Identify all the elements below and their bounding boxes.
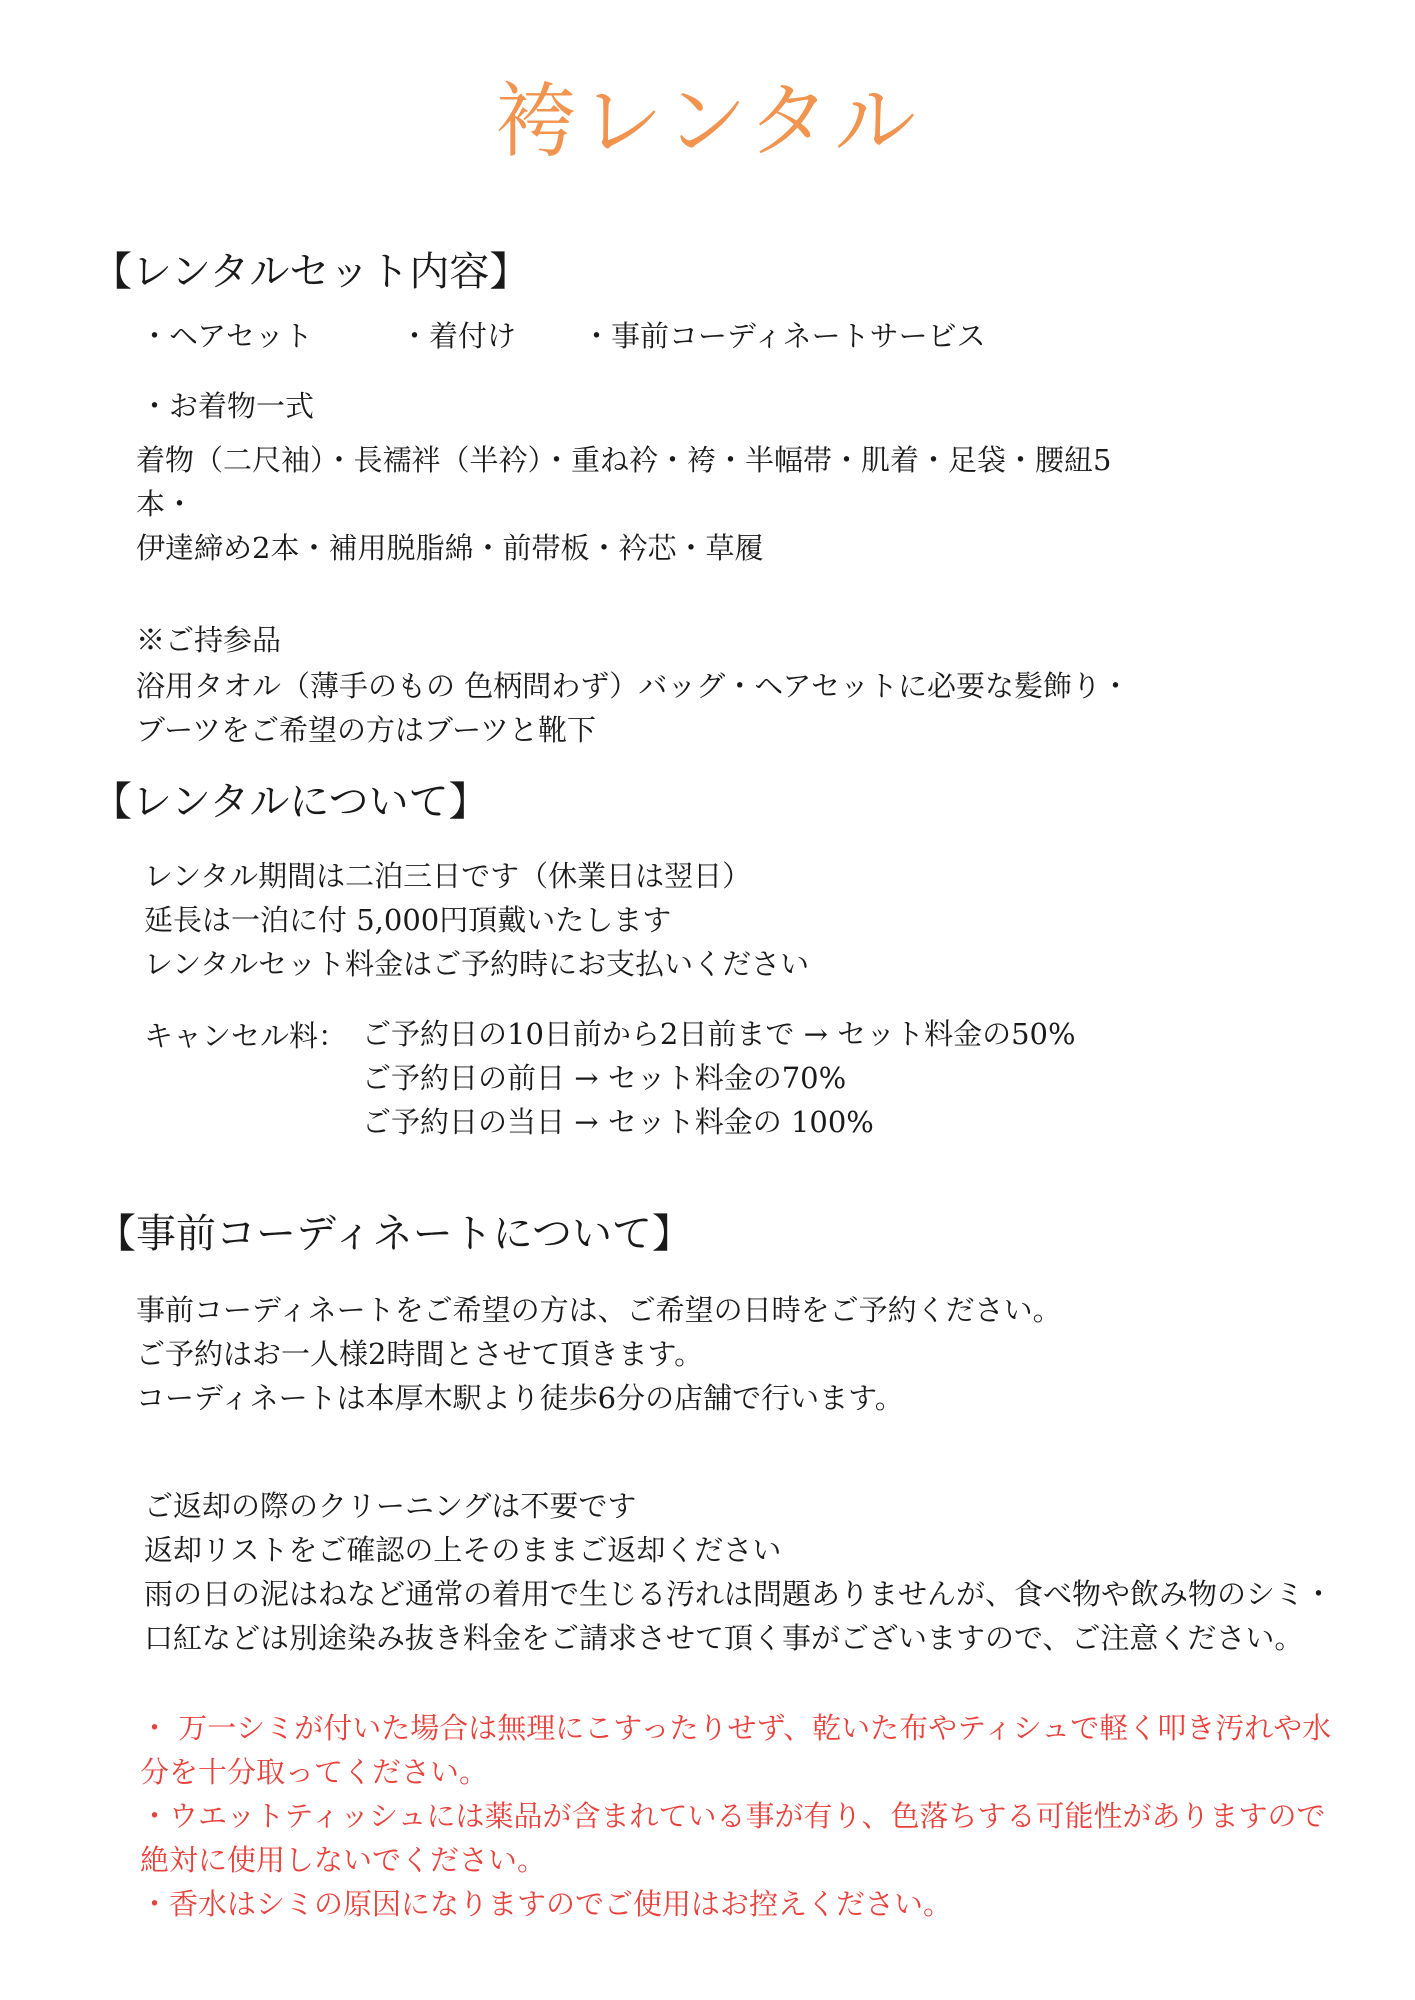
kimono-line: 着物（二尺袖）・長襦袢（半衿）・重ね衿・袴・半幅帯・肌着・足袋・腰紐5: [136, 443, 1112, 477]
coordinate-line: 事前コーディネートをご希望の方は、ご希望の日時をご予約ください。: [136, 1293, 1062, 1327]
kimono-line: 伊達締め2本・補用脱脂綿・前帯板・衿芯・草履: [136, 531, 764, 565]
warning-line: ・ 万一シミが付いた場合は無理にこすったりせず、乾いた布やティシュで軽く叩き汚れや水: [140, 1711, 1332, 1745]
stain-warnings: [140, 1706, 1331, 1926]
bring-items-label: ※ご持参品: [136, 623, 282, 657]
kimono-set-label: ・お着物一式: [140, 389, 315, 423]
page-title: 袴レンタル: [495, 74, 920, 169]
coordinate-about-heading: 【事前コーディネートについて】: [96, 1211, 692, 1257]
cancel-line: ご予約日の10日前から2日前まで → セット料金の50%: [362, 1017, 1076, 1051]
warning-line: 絶対に使用しないでください。: [140, 1843, 547, 1877]
bring-line: ブーツをご希望の方はブーツと靴下: [136, 713, 596, 747]
rental-line: レンタルセット料金はご予約時にお支払いください: [144, 947, 810, 981]
rental-line: 延長は一泊に付 5,000円頂戴いたします: [144, 903, 672, 937]
return-line: 口紅などは別途染み抜き料金をご請求させて頂く事がございますので、ご注意ください。: [144, 1621, 1304, 1655]
return-notes: [144, 1484, 1333, 1660]
warning-line: 分を十分取ってください。: [140, 1755, 489, 1789]
rental-line: レンタル期間は二泊三日です（休業日は翌日）: [144, 859, 752, 893]
bring-items-list: [136, 664, 1130, 752]
coordinate-line: コーディネートは本厚木駅より徒歩6分の店舗で行います。: [136, 1381, 904, 1415]
warning-line: ・ウエットティッシュには薬品が含まれている事が有り、色落ちする可能性がありますので: [140, 1799, 1326, 1833]
cancel-fee-list: [362, 1012, 1076, 1144]
rental-about-text: [144, 854, 809, 986]
cancel-line: ご予約日の前日 → セット料金の70%: [362, 1061, 847, 1095]
set-item-hair: ・ヘアセット: [140, 319, 313, 353]
kimono-set-list: [136, 438, 1111, 570]
cancel-line: ご予約日の当日 → セット料金の 100%: [362, 1105, 874, 1139]
cancel-fee-label: キャンセル料：: [144, 1019, 348, 1053]
set-item-dressing: ・着付け: [400, 319, 517, 353]
return-line: 返却リストをご確認の上そのままご返却ください: [144, 1533, 782, 1567]
coordinate-about-text: [136, 1288, 1062, 1420]
set-contents-heading: 【レンタルセット内容】: [92, 249, 530, 295]
rental-about-heading: 【レンタルについて】: [92, 779, 489, 825]
kimono-line: 本・: [136, 487, 195, 521]
bring-line: 浴用タオル（薄手のもの 色柄問わず）バッグ・ヘアセットに必要な髪飾り・: [136, 669, 1131, 703]
coordinate-line: ご予約はお一人様2時間とさせて頂きます。: [136, 1337, 704, 1371]
return-line: ご返却の際のクリーニングは不要です: [144, 1489, 637, 1523]
return-line: 雨の日の泥はねなど通常の着用で生じる汚れは問題ありませんが、食べ物や飲み物のシミ・: [144, 1577, 1334, 1611]
warning-line: ・香水はシミの原因になりますのでご使用はお控えください。: [140, 1887, 953, 1921]
set-item-coordinate: ・事前コーディネートサービス: [582, 319, 986, 353]
